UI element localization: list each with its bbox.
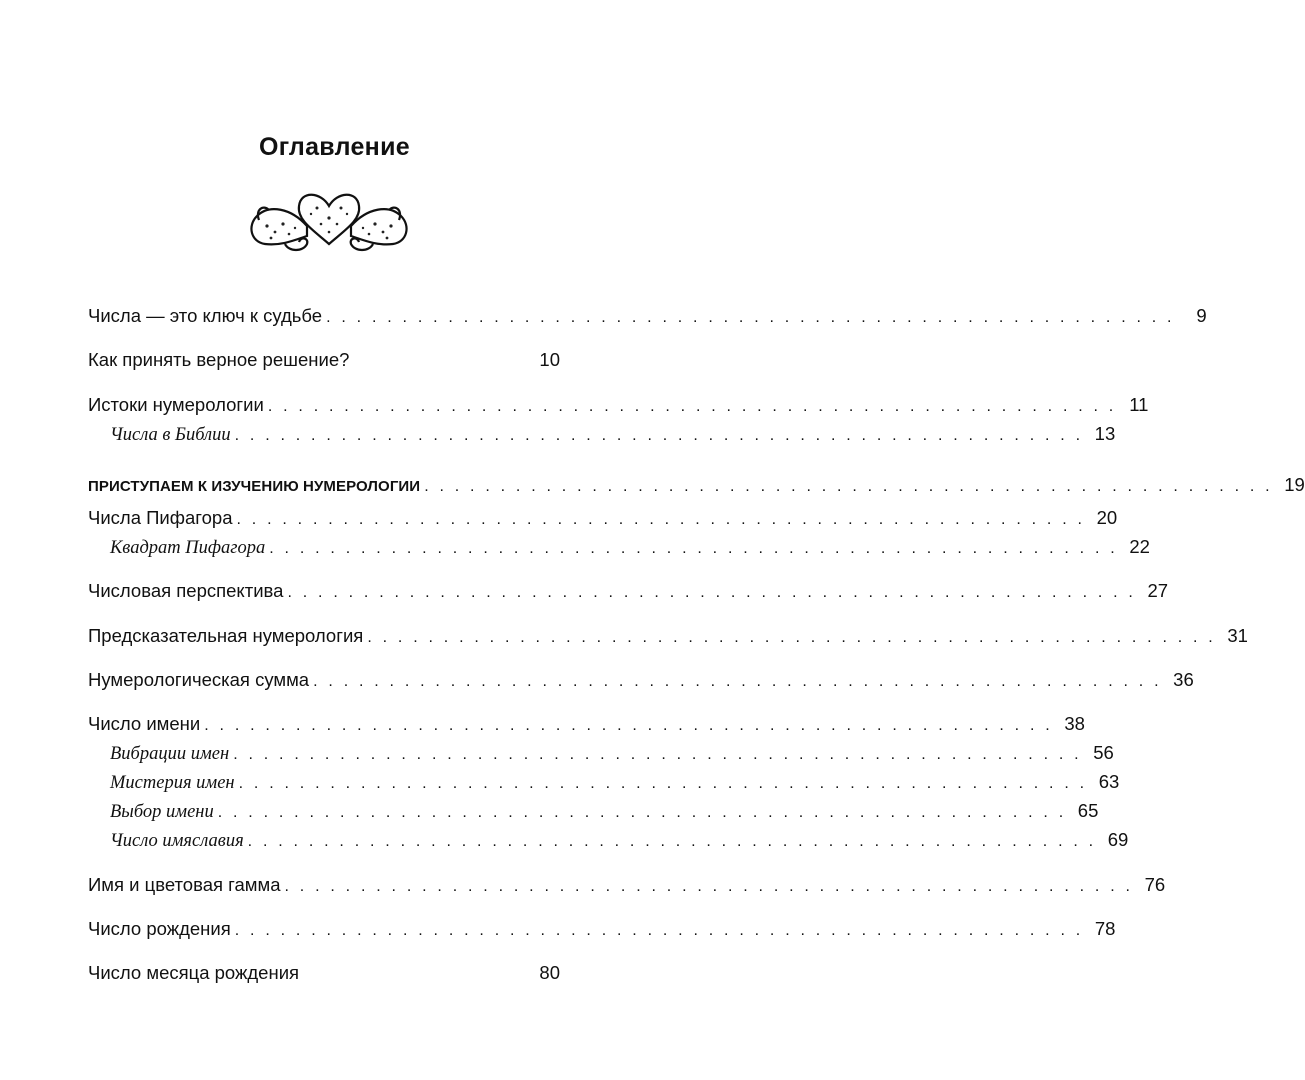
leader-dots: . . . . . . . . . . . . . . . . . . . . . . . . . . . . . . . . . . . . . . . . . . . . . . . . . . . . . . . . xyxy=(234,427,1084,444)
page-title: Оглавление xyxy=(259,133,410,161)
toc-entry[interactable] xyxy=(88,962,560,990)
toc-subentry[interactable] xyxy=(88,829,1129,857)
toc-entry-label: Числа Пифагора xyxy=(88,507,233,528)
toc-entry-page: 80 xyxy=(539,962,560,983)
decorative-ornament-icon xyxy=(245,186,413,256)
leader-dots: . . . . . . . . . . . . . . . . . . . . . . . . . . . . . . . . . . . . . . . . . . . . . . . . . . . . . . . . xyxy=(267,398,1117,415)
leader-dots: . . . . . . . . . . . . . . . . . . . . . . . . . . . . . . . . . . . . . . . . . . . . . . . . . . . . . . . . xyxy=(233,746,1082,763)
toc-entry[interactable] xyxy=(88,874,1166,902)
toc-entry[interactable] xyxy=(88,507,1118,535)
leader-dots: . . . . . . . . . . . . . . . . . . . . . . . . . . . . . . . . . . . . . . . . . . . . . . . . . . . . . . . . xyxy=(204,717,1053,734)
toc-entry-label: Имя и цветовая гамма xyxy=(88,874,281,895)
toc-entry-page: 31 xyxy=(1227,625,1248,646)
toc-entry-label: Нумерологическая сумма xyxy=(88,669,310,690)
toc-entry-page: 36 xyxy=(1173,669,1194,690)
toc-entry-page: 13 xyxy=(1094,423,1116,444)
toc-subentry[interactable] xyxy=(88,742,1114,770)
toc-subentry-label: Квадрат Пифагора xyxy=(110,538,266,558)
toc-entry-label: Числа — это ключ к судьбе xyxy=(88,305,323,326)
toc-entry-page: 11 xyxy=(1129,394,1149,415)
toc-entry[interactable] xyxy=(88,918,1116,946)
leader-dots: . . . . . . . . . . . . . . . . . . . . . . . . . . . . . . . . . . . . . . . . . . . . . . . . . . . . . . . . xyxy=(326,309,1175,326)
toc-entry[interactable] xyxy=(88,669,1194,697)
toc-entry-label: Число имени xyxy=(88,713,201,734)
toc-entry[interactable] xyxy=(88,394,1149,422)
toc-subentry[interactable] xyxy=(88,536,1150,564)
toc-entry-page: 78 xyxy=(1094,918,1116,939)
leader-dots: . . . . . . . . . . . . . . . . . . . . . . . . . . . . . . . . . . . . . . . . . . . . . . . . . . . . . . . . xyxy=(287,584,1137,601)
toc-entry[interactable] xyxy=(88,349,560,377)
leader-dots: . . . . . . . . . . . . . . . . . . . . . . . . . . . . . . . . . . . . . . . . . . . . . . . . . . . . . . . . xyxy=(217,804,1067,821)
toc-entry[interactable] xyxy=(88,713,1085,741)
toc-entry-page: 10 xyxy=(539,349,560,370)
toc-entry-page: 69 xyxy=(1107,829,1129,850)
toc-entry-page: 27 xyxy=(1147,580,1169,601)
toc-subentry[interactable] xyxy=(88,800,1099,828)
toc-entry-page: 63 xyxy=(1098,771,1120,792)
toc-section-label: ПРИСТУПАЕМ К ИЗУЧЕНИЮ НУМЕРОЛОГИИ xyxy=(88,478,421,495)
toc-entry[interactable] xyxy=(88,305,1207,333)
toc-entry[interactable] xyxy=(88,580,1169,608)
toc-entry-label: Число рождения xyxy=(88,918,231,939)
toc-subentry[interactable] xyxy=(88,771,1120,799)
toc-entry-page: 9 xyxy=(1196,305,1207,326)
toc-subentry-label: Число имяславия xyxy=(110,831,244,851)
leader-dots: . . . . . . . . . . . . . . . . . . . . . . . . . . . . . . . . . . . . . . . . . . . . . . . . . . . . . . . . xyxy=(313,673,1162,690)
toc-section-heading[interactable] xyxy=(88,474,1305,502)
toc-subentry-label: Числа в Библии xyxy=(110,425,231,445)
toc-entry-label: Истоки нумерологии xyxy=(88,394,264,415)
leader-dots: . . . . . . . . . . . . . . . . . . . . . . . . . . . . . . . . . . . . . . . . . . . . . . . . . . . . . . . . xyxy=(424,478,1273,495)
toc-entry-label: Числовая перспектива xyxy=(88,580,284,601)
leader-dots: . . . . . . . . . . . . . . . . . . . . . . . . . . . . . . . . . . . . . . . . . . . . . . . . . . . . . . . . xyxy=(284,878,1134,895)
toc-subentry-label: Мистерия имен xyxy=(110,773,235,793)
toc-entry-page: 22 xyxy=(1129,536,1150,557)
toc-entry-label: Как принять верное решение? xyxy=(88,349,350,370)
toc-entry-page: 19 xyxy=(1284,474,1305,495)
leader-dots: . . . . . . . . . . . . . . . . . . . . . . . . . . . . . . . . . . . . . . . . . . . . . . . . . . . . . . . . xyxy=(238,775,1088,792)
leader-dots: . . . . . . . . . . . . . . . . . . . . . . . . . . . . . . . . . . . . . . . . . . . . . . . . . . . . . . . . xyxy=(367,629,1216,646)
toc-entry-page: 56 xyxy=(1093,742,1114,763)
toc-subentry-label: Вибрации имен xyxy=(110,744,230,764)
leader-dots: . . . . . . . . . . . . . . . . . . . . . . . . . . . . . . . . . . . . . . . . . . . . . . . . . . . . . . . . xyxy=(247,833,1097,850)
toc-subentry-label: Выбор имени xyxy=(110,802,214,822)
toc-entry-page: 38 xyxy=(1064,713,1085,734)
toc-entry-page: 65 xyxy=(1077,800,1099,821)
leader-dots: . . . . . . . . . . . . . . . . . . . . . . . . . . . . . . . . . . . . . . . . . . . . . . . . . . . . . . . . xyxy=(234,922,1084,939)
toc-entry-label: Число месяца рождения xyxy=(88,962,300,983)
toc-entry-page: 76 xyxy=(1144,874,1166,895)
leader-dots: . . . . . . . . . . . . . . . . . . . . . . . . . . . . . . . . . . . . . . . . . . . . . . . . . . . . . . . . xyxy=(236,511,1086,528)
toc-subentry[interactable] xyxy=(88,423,1116,451)
leader-dots: . . . . . . . . . . . . . . . . . . . . . . . . . . . . . . . . . . . . . . . . . . . . . . . . . . . . . . . . xyxy=(269,540,1118,557)
toc-entry-label: Предсказательная нумерология xyxy=(88,625,364,646)
toc-entry-page: 20 xyxy=(1096,507,1118,528)
toc-entry[interactable] xyxy=(88,625,1248,653)
